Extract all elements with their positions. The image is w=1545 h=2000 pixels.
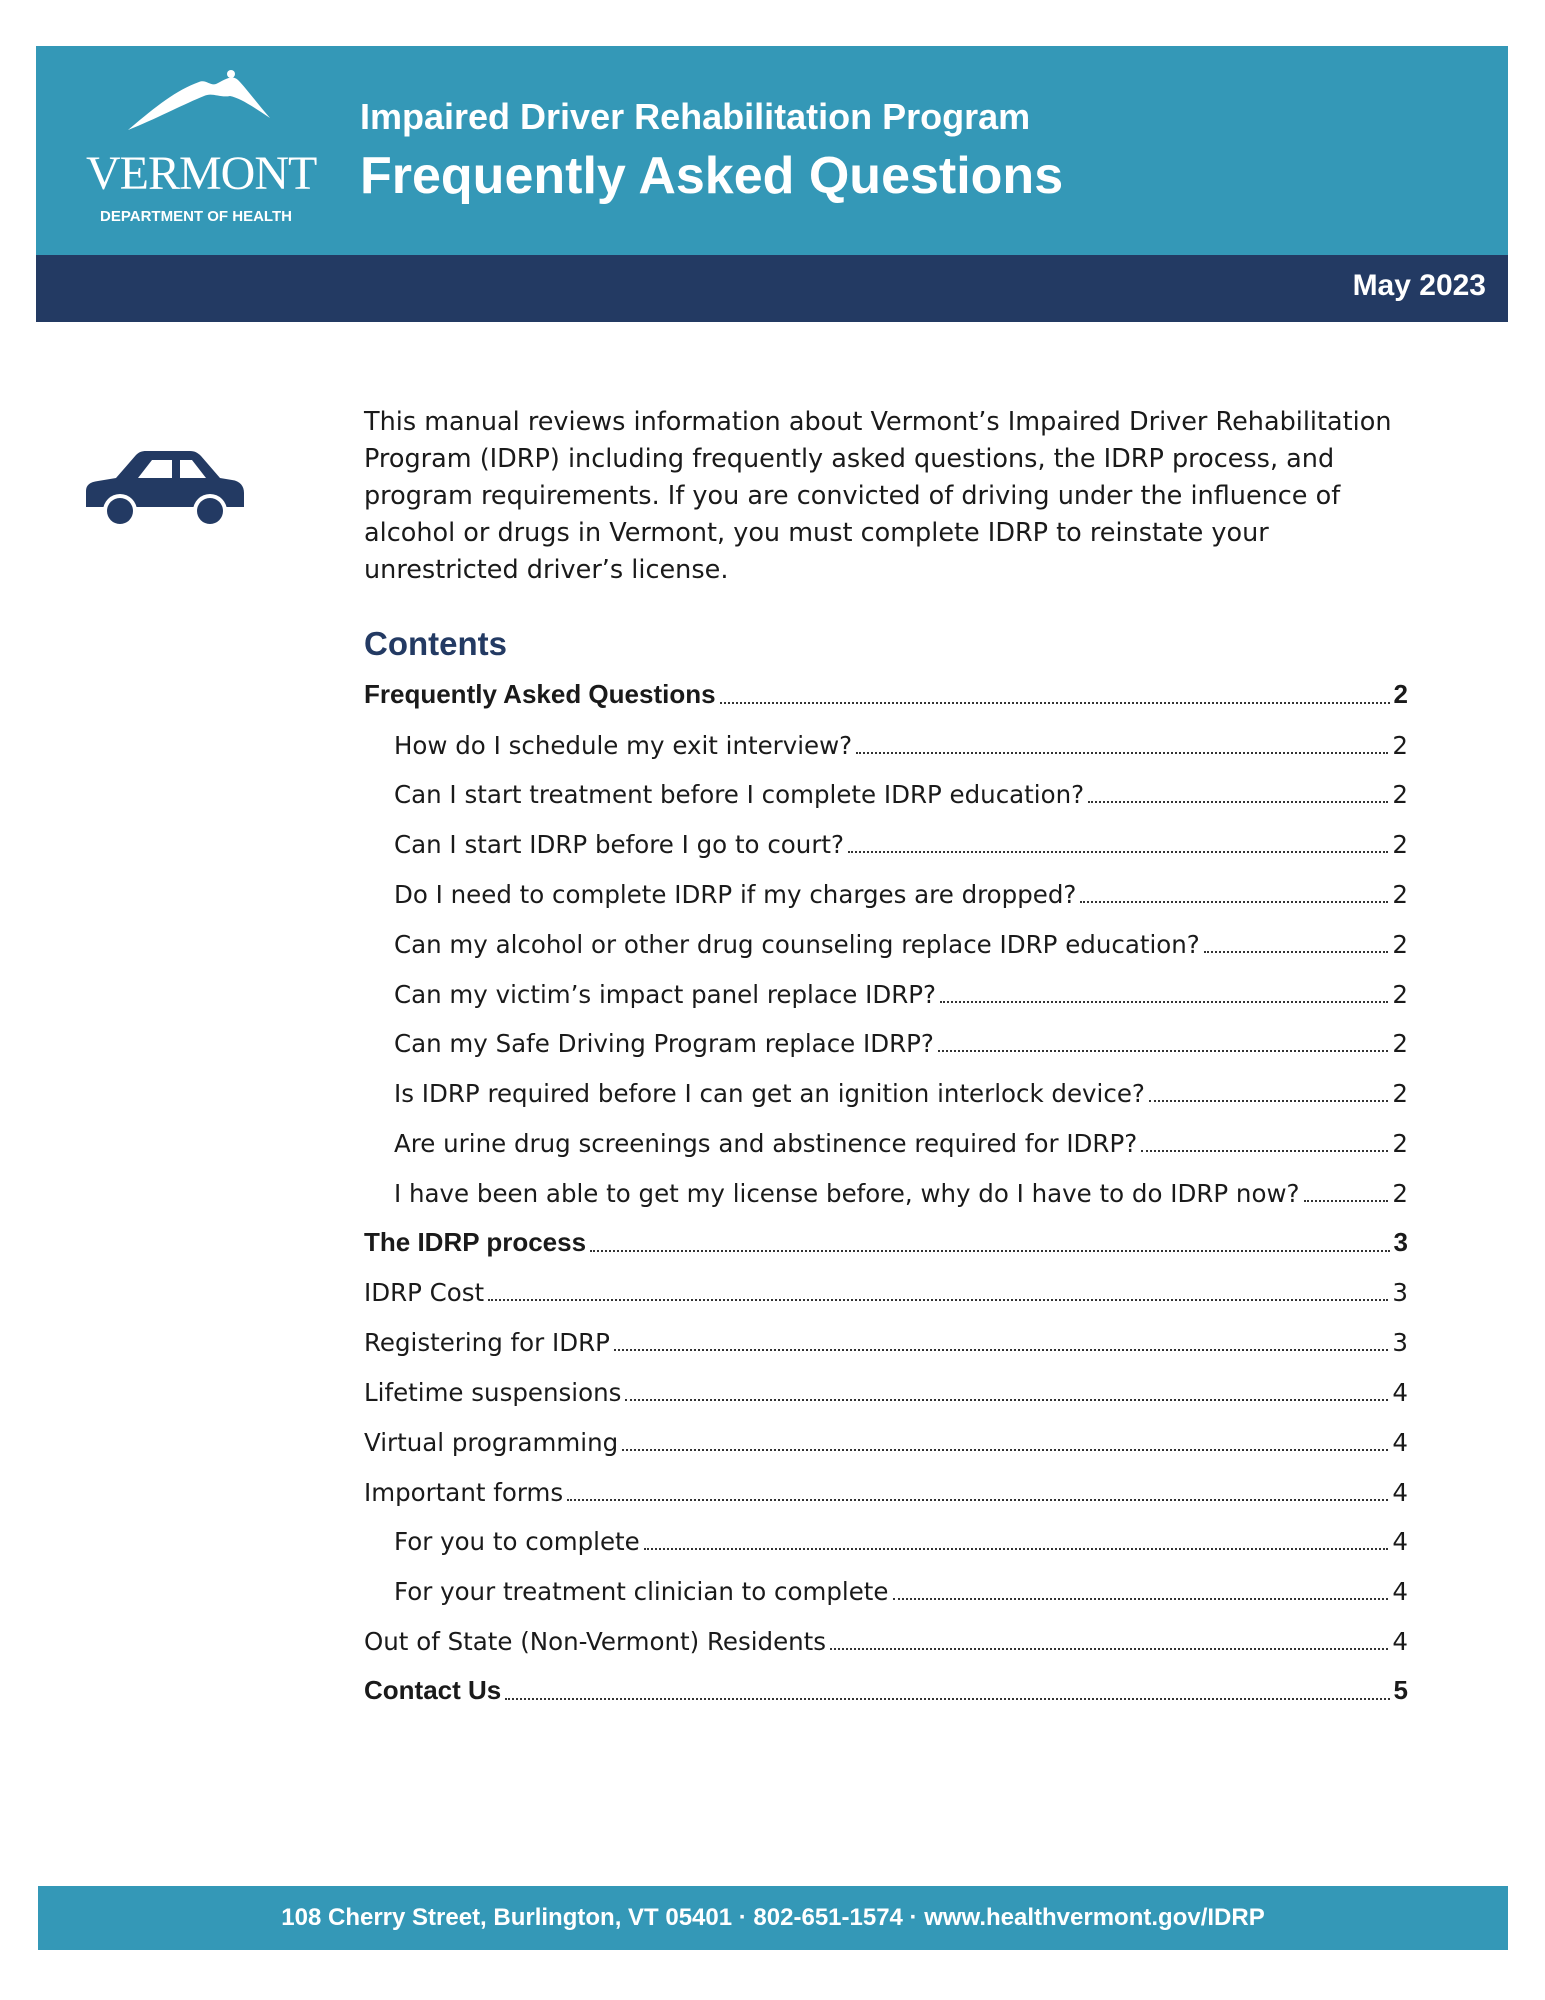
toc-leader-dots bbox=[938, 1049, 1388, 1052]
date-bar bbox=[36, 255, 1508, 322]
toc-leader-dots bbox=[893, 1597, 1389, 1600]
toc-leader-dots bbox=[644, 1547, 1389, 1550]
page-title: Frequently Asked Questions bbox=[360, 147, 1064, 205]
toc-leader-dots bbox=[590, 1249, 1389, 1252]
toc-entry[interactable] bbox=[364, 1317, 1408, 1367]
toc-entry-title: Important forms bbox=[364, 1477, 564, 1507]
toc-page-number: 3 bbox=[1393, 1226, 1408, 1257]
toc-entry-title: Contact Us bbox=[364, 1674, 502, 1705]
toc-leader-dots bbox=[1304, 1199, 1389, 1202]
toc-entry[interactable] bbox=[364, 670, 1408, 720]
toc-entry-title: Can my victim’s impact panel replace IDRP? bbox=[394, 979, 937, 1009]
toc-leader-dots bbox=[614, 1348, 1388, 1351]
toc-leader-dots bbox=[848, 850, 1388, 853]
contents-heading: Contents bbox=[364, 625, 507, 662]
toc-leader-dots bbox=[505, 1697, 1389, 1700]
toc-page-number: 2 bbox=[1392, 780, 1408, 810]
toc-entry-title: Frequently Asked Questions bbox=[364, 678, 716, 709]
toc-leader-dots bbox=[625, 1398, 1388, 1401]
toc-entry[interactable] bbox=[364, 1268, 1408, 1318]
toc-page-number: 2 bbox=[1392, 1029, 1408, 1059]
toc-entry-title: For your treatment clinician to complete bbox=[394, 1577, 889, 1607]
toc-entry[interactable] bbox=[364, 1467, 1408, 1517]
toc-entry-title: I have been able to get my license before, why do I have to do IDRP now? bbox=[394, 1178, 1300, 1208]
toc-entry[interactable] bbox=[364, 1118, 1408, 1168]
toc-page-number: 2 bbox=[1393, 678, 1408, 709]
mountain-logo-icon bbox=[124, 68, 274, 138]
toc-page-number: 2 bbox=[1392, 830, 1408, 860]
toc-entry[interactable] bbox=[364, 1666, 1408, 1716]
toc-entry[interactable] bbox=[364, 720, 1408, 770]
toc-entry[interactable] bbox=[364, 1168, 1408, 1218]
toc-page-number: 2 bbox=[1392, 1178, 1408, 1208]
logo-department: DEPARTMENT OF HEALTH bbox=[100, 208, 292, 225]
toc-entry-title: Do I need to complete IDRP if my charges are dropped? bbox=[394, 879, 1077, 909]
toc-entry-title: For you to complete bbox=[394, 1527, 640, 1557]
toc-leader-dots bbox=[856, 751, 1388, 754]
toc-page-number: 3 bbox=[1392, 1328, 1408, 1358]
toc-leader-dots bbox=[488, 1298, 1388, 1301]
toc-entry[interactable] bbox=[364, 1367, 1408, 1417]
toc-entry-title: Can my Safe Driving Program replace IDRP? bbox=[394, 1029, 934, 1059]
logo-name: VERMONT bbox=[86, 147, 317, 200]
toc-leader-dots bbox=[940, 1000, 1388, 1003]
toc-entry[interactable] bbox=[364, 1417, 1408, 1467]
toc-page-number: 3 bbox=[1392, 1278, 1408, 1308]
toc-page-number: 4 bbox=[1392, 1577, 1408, 1607]
toc-entry[interactable] bbox=[364, 819, 1408, 869]
toc-entry[interactable] bbox=[364, 1566, 1408, 1616]
toc-entry-title: Are urine drug screenings and abstinence required for IDRP? bbox=[394, 1128, 1138, 1158]
toc-entry-title: IDRP Cost bbox=[364, 1278, 485, 1308]
vermont-health-logo bbox=[86, 68, 317, 238]
toc-entry[interactable] bbox=[364, 770, 1408, 820]
toc-entry-title: Is IDRP required before I can get an ignition interlock device? bbox=[394, 1079, 1145, 1109]
car-icon bbox=[80, 445, 250, 539]
header-banner bbox=[36, 46, 1508, 255]
toc-page-number: 2 bbox=[1392, 879, 1408, 909]
table-of-contents bbox=[364, 670, 1408, 1716]
toc-entry-title: The IDRP process bbox=[364, 1226, 587, 1257]
toc-leader-dots bbox=[1080, 900, 1388, 903]
toc-leader-dots bbox=[1149, 1099, 1388, 1102]
toc-page-number: 4 bbox=[1392, 1527, 1408, 1557]
toc-leader-dots bbox=[1088, 800, 1388, 803]
toc-entry-title: How do I schedule my exit interview? bbox=[394, 730, 853, 760]
toc-page-number: 2 bbox=[1392, 929, 1408, 959]
toc-page-number: 4 bbox=[1392, 1477, 1408, 1507]
toc-entry[interactable] bbox=[364, 869, 1408, 919]
toc-entry[interactable] bbox=[364, 1218, 1408, 1268]
toc-entry[interactable] bbox=[364, 919, 1408, 969]
footer-contact: 108 Cherry Street, Burlington, VT 05401 · 802-651-1574 · www.healthvermont.gov/IDRP bbox=[38, 1886, 1508, 1950]
toc-entry[interactable] bbox=[364, 1616, 1408, 1666]
toc-page-number: 2 bbox=[1392, 1128, 1408, 1158]
toc-entry-title: Registering for IDRP bbox=[364, 1328, 610, 1358]
toc-page-number: 4 bbox=[1392, 1626, 1408, 1656]
toc-entry[interactable] bbox=[364, 1068, 1408, 1118]
toc-entry-title: Virtual programming bbox=[364, 1427, 619, 1457]
toc-entry-title: Out of State (Non-Vermont) Residents bbox=[364, 1626, 827, 1656]
toc-entry-title: Lifetime suspensions bbox=[364, 1377, 622, 1407]
toc-entry-title: Can I start IDRP before I go to court? bbox=[394, 830, 845, 860]
toc-entry[interactable] bbox=[364, 1517, 1408, 1567]
toc-page-number: 2 bbox=[1392, 1079, 1408, 1109]
toc-entry-title: Can my alcohol or other drug counseling replace IDRP education? bbox=[394, 929, 1200, 959]
toc-leader-dots bbox=[720, 701, 1390, 704]
toc-entry[interactable] bbox=[364, 1019, 1408, 1069]
publication-date: May 2023 bbox=[1352, 269, 1486, 302]
program-title: Impaired Driver Rehabilitation Program bbox=[360, 96, 1031, 137]
toc-page-number: 2 bbox=[1392, 730, 1408, 760]
intro-paragraph: This manual reviews information about Vermont’s Impaired Driver Rehabilitation Program (IDRP) including frequently asked questions, the IDRP process, and program requirements. If you are convicted of driving under the influence of alcohol or drugs in Vermont, you must complete IDRP to reinstate your unrestricted driver’s license. bbox=[364, 407, 1392, 585]
toc-page-number: 2 bbox=[1392, 979, 1408, 1009]
toc-page-number: 4 bbox=[1392, 1427, 1408, 1457]
toc-leader-dots bbox=[1141, 1149, 1388, 1152]
toc-page-number: 5 bbox=[1393, 1674, 1408, 1705]
toc-entry-title: Can I start treatment before I complete IDRP education? bbox=[394, 780, 1085, 810]
toc-leader-dots bbox=[830, 1647, 1388, 1650]
toc-leader-dots bbox=[622, 1448, 1388, 1451]
toc-leader-dots bbox=[1204, 950, 1389, 953]
toc-entry[interactable] bbox=[364, 969, 1408, 1019]
toc-leader-dots bbox=[567, 1498, 1388, 1501]
toc-page-number: 4 bbox=[1392, 1377, 1408, 1407]
